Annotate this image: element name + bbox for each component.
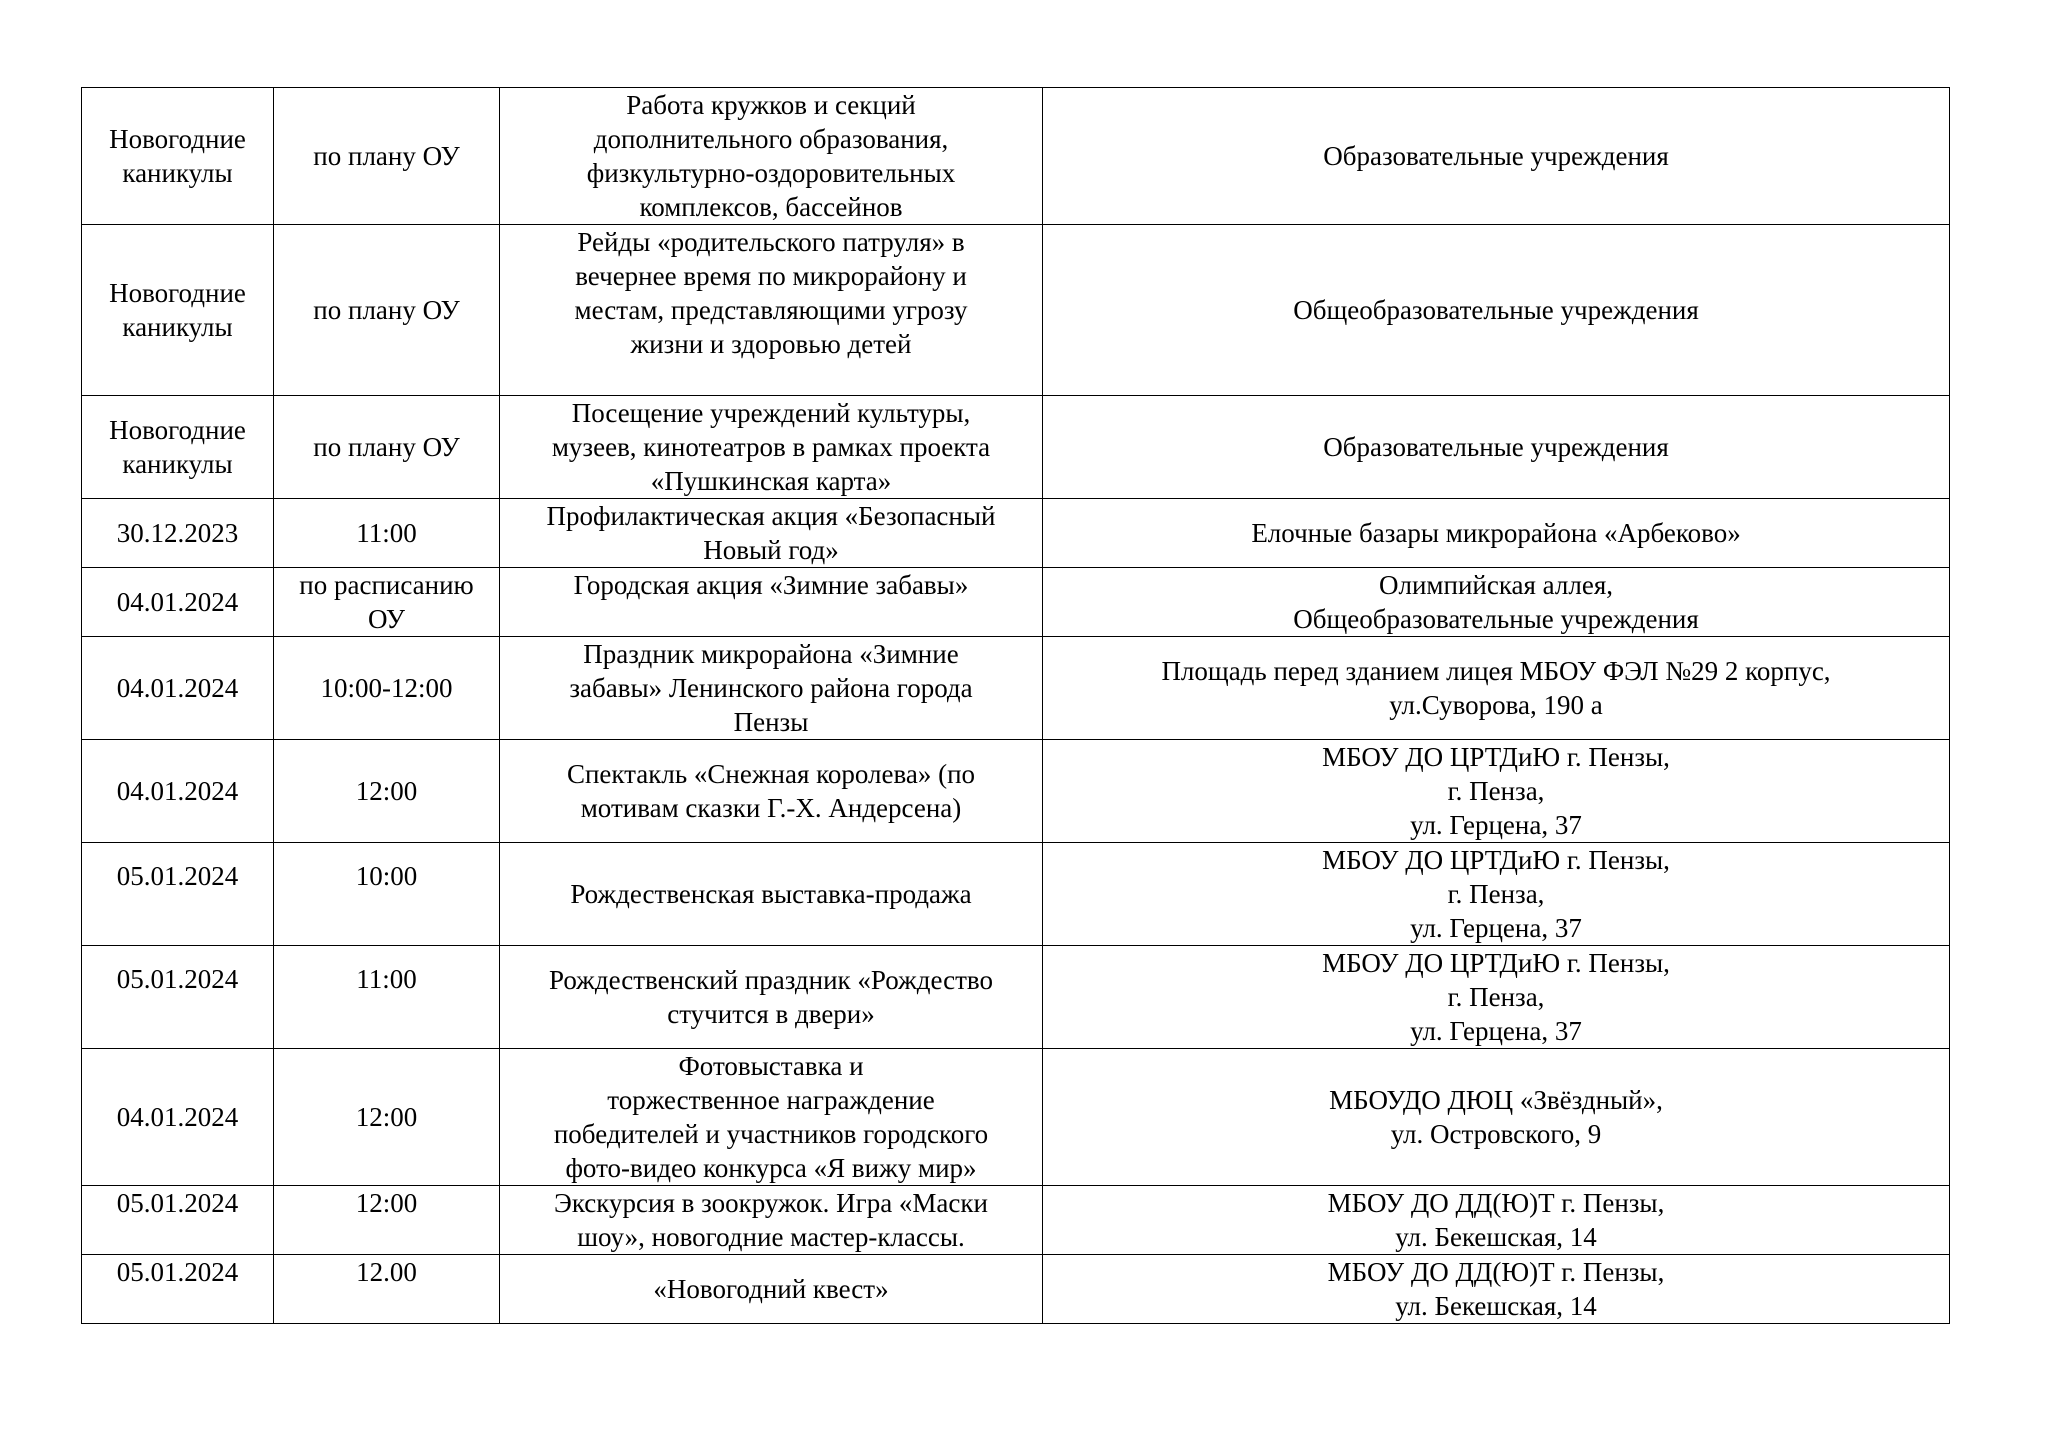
date-line: каникулы [122, 158, 233, 188]
event-line: «Пушкинская карта» [650, 466, 892, 496]
time-line: ОУ [367, 604, 406, 634]
place-line: ул. Герцена, 37 [1410, 810, 1582, 840]
date-cell [82, 568, 274, 637]
date-cell [82, 396, 274, 499]
event-line: торжественное награждение [607, 1085, 935, 1115]
date-line: 05.01.2024 [116, 861, 239, 891]
event-line: Профилактическая акция «Безопасный [546, 501, 996, 531]
table-row [82, 225, 1950, 396]
place-cell [1043, 1186, 1950, 1255]
date-cell [82, 843, 274, 946]
time-line: по плану ОУ [313, 432, 460, 462]
date-line: каникулы [122, 449, 233, 479]
date-cell [82, 1255, 274, 1324]
time-cell [274, 396, 500, 499]
event-line: физкультурно-оздоровительных [586, 158, 956, 188]
date-cell [82, 88, 274, 225]
event-cell [500, 740, 1043, 843]
date-line: Новогодние [109, 278, 246, 308]
time-line: 10:00-12:00 [320, 673, 453, 703]
place-cell [1043, 740, 1950, 843]
event-cell [500, 946, 1043, 1049]
place-line: МБОУ ДО ЦРТДиЮ г. Пензы, [1322, 742, 1670, 772]
place-line: ул. Островского, 9 [1390, 1119, 1602, 1149]
event-cell [500, 499, 1043, 568]
table-row [82, 1255, 1950, 1324]
date-line: 04.01.2024 [116, 776, 239, 806]
place-line: г. Пенза, [1447, 982, 1545, 1012]
place-line: Площадь перед зданием лицея МБОУ ФЭЛ №29 2 корпус, [1161, 656, 1831, 686]
place-line: ул. Бекешская, 14 [1395, 1291, 1597, 1321]
time-cell [274, 843, 500, 946]
table-row [82, 568, 1950, 637]
date-line: 04.01.2024 [116, 587, 239, 617]
event-cell [500, 843, 1043, 946]
time-cell [274, 1186, 500, 1255]
time-line: 12:00 [355, 1102, 418, 1132]
time-line: 11:00 [356, 964, 417, 994]
event-line: Спектакль «Снежная королева» (по [566, 759, 976, 789]
place-line: г. Пенза, [1447, 879, 1545, 909]
place-cell [1043, 88, 1950, 225]
date-cell [82, 1049, 274, 1186]
event-cell [500, 1255, 1043, 1324]
place-line: ул.Суворова, 190 а [1389, 690, 1603, 720]
time-cell [274, 225, 500, 396]
event-line: Рождественская выставка-продажа [570, 879, 972, 909]
event-line: вечернее время по микрорайону и [575, 261, 967, 291]
place-cell [1043, 568, 1950, 637]
time-line: по плану ОУ [313, 295, 460, 325]
time-line: по плану ОУ [313, 141, 460, 171]
table-row [82, 740, 1950, 843]
date-cell [82, 1186, 274, 1255]
date-cell [82, 499, 274, 568]
event-cell [500, 225, 1043, 396]
event-cell [500, 1186, 1043, 1255]
event-line: Новый год» [703, 535, 839, 565]
table-row [82, 88, 1950, 225]
time-line: 10:00 [355, 861, 418, 891]
event-line: Фотовыставка и [678, 1051, 864, 1081]
table-row [82, 843, 1950, 946]
place-line: г. Пенза, [1447, 776, 1545, 806]
event-line: Посещение учреждений культуры, [571, 398, 971, 428]
place-line: ул. Герцена, 37 [1410, 913, 1582, 943]
date-line: Новогодние [109, 124, 246, 154]
time-line: по расписанию [299, 570, 474, 600]
event-line: фото-видео конкурса «Я вижу мир» [565, 1153, 977, 1183]
place-cell [1043, 499, 1950, 568]
place-cell [1043, 1255, 1950, 1324]
event-line: Экскурсия в зоокружок. Игра «Маски [554, 1188, 988, 1218]
event-line: дополнительного образования, [593, 124, 949, 154]
date-cell [82, 946, 274, 1049]
time-cell [274, 946, 500, 1049]
date-line: 05.01.2024 [116, 1188, 239, 1218]
table-row [82, 1049, 1950, 1186]
event-cell [500, 396, 1043, 499]
time-line: 12:00 [355, 1188, 418, 1218]
event-cell [500, 637, 1043, 740]
event-line: комплексов, бассейнов [639, 192, 903, 222]
date-line: 05.01.2024 [116, 1257, 239, 1287]
table-row [82, 499, 1950, 568]
place-line: ул. Бекешская, 14 [1395, 1222, 1597, 1252]
table-row [82, 1186, 1950, 1255]
time-cell [274, 637, 500, 740]
event-line: шоу», новогодние мастер-классы. [577, 1222, 965, 1252]
time-cell [274, 1049, 500, 1186]
event-line: жизни и здоровью детей [630, 329, 912, 359]
place-cell [1043, 225, 1950, 396]
time-cell [274, 740, 500, 843]
place-cell [1043, 1049, 1950, 1186]
time-line: 11:00 [356, 518, 417, 548]
event-line: «Новогодний квест» [653, 1274, 889, 1304]
place-line: Общеобразовательные учреждения [1293, 604, 1699, 634]
place-line: МБОУ ДО ДД(Ю)Т г. Пензы, [1327, 1257, 1665, 1287]
event-line: Городская акция «Зимние забавы» [573, 570, 969, 600]
place-cell [1043, 843, 1950, 946]
place-cell [1043, 946, 1950, 1049]
time-cell [274, 568, 500, 637]
place-line: МБОУ ДО ЦРТДиЮ г. Пензы, [1322, 845, 1670, 875]
schedule-table-body [82, 88, 1950, 1324]
event-line: мотивам сказки Г.-Х. Андерсена) [580, 793, 962, 823]
time-line: 12:00 [355, 776, 418, 806]
event-line: музеев, кинотеатров в рамках проекта [551, 432, 991, 462]
event-line: победителей и участников городского [553, 1119, 989, 1149]
place-line: Общеобразовательные учреждения [1293, 295, 1699, 325]
event-cell [500, 1049, 1043, 1186]
event-cell [500, 88, 1043, 225]
place-line: ул. Герцена, 37 [1410, 1016, 1582, 1046]
time-cell [274, 1255, 500, 1324]
event-line: Праздник микрорайона «Зимние [583, 639, 959, 669]
event-cell [500, 568, 1043, 637]
place-line: МБОУДО ДЮЦ «Звёздный», [1329, 1085, 1663, 1115]
table-row [82, 396, 1950, 499]
date-cell [82, 740, 274, 843]
event-line: Рождественский праздник «Рождество [549, 965, 993, 995]
event-line: стучится в двери» [667, 999, 875, 1029]
date-line: 04.01.2024 [116, 673, 239, 703]
date-line: 05.01.2024 [116, 964, 239, 994]
event-line: Рейды «родительского патруля» в [577, 227, 965, 257]
date-line: каникулы [122, 312, 233, 342]
time-cell [274, 88, 500, 225]
time-cell [274, 499, 500, 568]
event-line: Работа кружков и секций [626, 90, 916, 120]
place-cell [1043, 637, 1950, 740]
place-line: Олимпийская аллея, [1378, 570, 1614, 600]
event-line: забавы» Ленинского района города [569, 673, 973, 703]
place-line: Елочные базары микрорайона «Арбеково» [1251, 518, 1741, 548]
place-line: Образовательные учреждения [1323, 432, 1669, 462]
table-row [82, 637, 1950, 740]
date-line: 30.12.2023 [116, 518, 239, 548]
event-line: Пензы [733, 707, 809, 737]
event-line: местам, представляющими угрозу [574, 295, 968, 325]
time-line: 12.00 [356, 1257, 417, 1287]
date-cell [82, 637, 274, 740]
place-line: Образовательные учреждения [1323, 141, 1669, 171]
place-cell [1043, 396, 1950, 499]
place-line: МБОУ ДО ДД(Ю)Т г. Пензы, [1327, 1188, 1665, 1218]
place-line: МБОУ ДО ЦРТДиЮ г. Пензы, [1322, 948, 1670, 978]
table-row [82, 946, 1950, 1049]
date-line: Новогодние [109, 415, 246, 445]
date-cell [82, 225, 274, 396]
schedule-table [81, 87, 1950, 1324]
date-line: 04.01.2024 [116, 1102, 239, 1132]
